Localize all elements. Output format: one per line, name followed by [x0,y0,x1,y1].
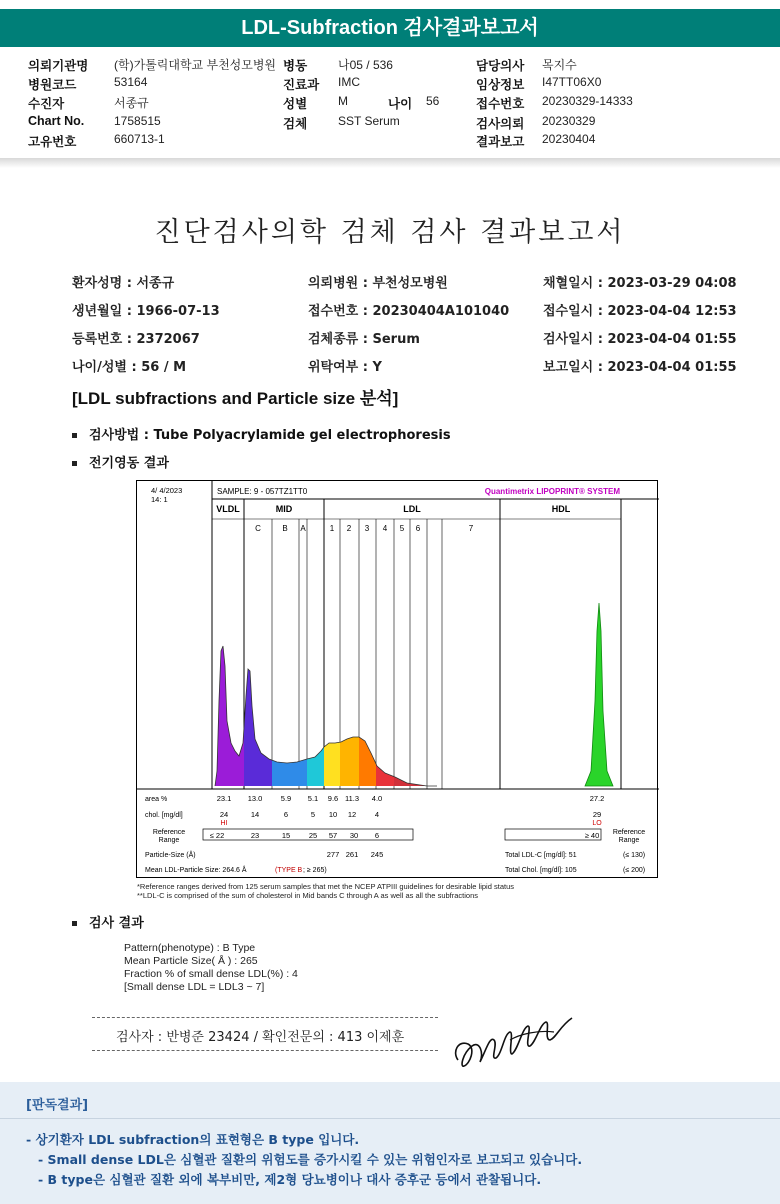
info-label: 접수번호 [476,97,525,111]
chol-value: 4 [374,810,380,819]
patient-name: 환자성명 : 서종규 [72,276,175,291]
judgement-line: - B type은 심혈관 질환 외에 복부비만, 제2형 당뇨병이나 대사 증후군 등에서 관찰됩니다. [38,1172,542,1187]
info-value: I47TT06X0 [542,75,602,89]
info-row [28,132,768,150]
info-label: 결과보고 [476,135,525,149]
info-label: 담당의사 [476,59,525,73]
total-ldl: Total LDL-C [mg/dl]: 51 [505,852,577,859]
band-label: B [282,524,288,533]
bullet-icon [72,921,77,926]
area-value: 5.1 [307,794,319,803]
result-title: 검사 결과 [89,916,144,931]
area-value: 4.0 [371,794,383,803]
banner-title: LDL-Subfraction 검사결과보고서 [0,9,780,47]
patient-reg: 등록번호 : 2372067 [72,332,200,347]
mean-type: (TYPE B [275,867,303,874]
chart-svg [137,481,659,879]
chart-brand: Quantimetrix LIPOPRINT® SYSTEM [484,487,620,496]
mean-label: Mean LDL-Particle Size: 264.6 Å [145,867,247,874]
total-chol: Total Chol. [mg/dl]: 105 [505,867,577,874]
info-row [28,114,768,132]
header-banner [0,0,780,54]
trace-segment [359,737,376,786]
info-label: 진료과 [283,78,320,92]
signature-mark [450,1010,580,1072]
judgement-panel [0,1082,780,1204]
chol-value: 12 [347,810,357,819]
info-label: Chart No. [28,114,85,128]
info-value: M [338,94,348,108]
band-label: 7 [468,524,474,533]
band-label: A [300,524,306,533]
total-ldl-ref: (≤ 130) [623,852,646,859]
result-lines [124,942,298,994]
info-label: 나이 [388,97,413,111]
trace-segment [340,737,359,786]
info-value: IMC [338,75,360,89]
info-value: 56 [426,94,440,108]
band-label: 4 [382,524,388,533]
patient-birth: 생년월일 : 1966-07-13 [72,304,220,319]
trace-segment [324,742,340,786]
info-value: SST Serum [338,114,400,128]
mean-ref: ; ≥ 265) [303,867,327,874]
area-value: 13.0 [247,794,263,803]
band-label: C [255,524,261,533]
ref-label: Range [618,837,640,844]
ref-value: 23 [250,831,260,840]
chol-value: 14 [250,810,260,819]
method-text: 검사방법 : Tube Polyacrylamide gel electrophoresis [89,428,451,443]
area-value: 23.1 [216,794,232,803]
judgement-title: [판독결과] [26,1098,89,1113]
chol-value: 10 [328,810,338,819]
band-dividers [212,499,621,789]
band-label: 1 [329,524,335,533]
group-label: HDL [551,504,571,514]
group-label: VLDL [216,504,240,514]
ref-value: 15 [281,831,291,840]
info-value: 20230329-14333 [542,94,633,108]
info-row [28,56,768,74]
info-value: 660713-1 [114,132,165,146]
info-label: 검체 [283,117,308,131]
area-value: 11.3 [344,794,360,803]
method-bullet [72,424,451,443]
chol-value: 24 [219,810,229,819]
total-chol-ref: (≤ 200) [623,867,646,874]
chart-date: 4/ 4/2023 [151,486,183,495]
ref-label: Reference [152,829,186,836]
info-value: 20230329 [542,114,596,128]
result-line: Mean Particle Size( Å ) : 265 [124,955,258,967]
report-time: 보고일시 : 2023-04-04 01:55 [543,360,737,375]
report-title: 진단검사의학 검체 검사 결과보고서 [154,217,626,248]
ref-label: Reference [612,829,646,836]
sign-rule-bottom [92,1050,438,1051]
info-value: (학)가톨릭대학교 부천성모병원 [114,58,277,72]
group-label: MID [275,504,293,514]
trace-segment [244,669,272,786]
result-line: Pattern(phenotype) : B Type [124,942,256,954]
sign-rule-top [92,1017,438,1018]
chart-notes [137,882,514,900]
result-line: [Small dense LDL = LDL3 ~ 7] [124,981,265,993]
chol-value: 29 [592,810,602,819]
info-value: 서종규 [114,96,149,110]
chol-label: chol. [mg/dl] [145,812,183,819]
info-label: 검사의뢰 [476,117,525,131]
electro-bullet [72,452,169,471]
trace-segment [307,747,324,786]
result-line: Fraction % of small dense LDL(%) : 4 [124,968,298,980]
info-label: 고유번호 [28,135,77,149]
patient-accession: 접수번호 : 20230404A101040 [308,304,510,319]
electro-title: 전기영동 결과 [89,456,169,471]
ref-value: ≤ 22 [209,831,225,840]
band-labels [255,524,474,533]
info-label: 의뢰기관명 [28,59,89,73]
info-value: 나05 / 536 [338,58,393,72]
receive-time: 접수일시 : 2023-04-04 12:53 [543,304,737,319]
area-value: 5.9 [280,794,292,803]
ref-value: 25 [308,831,318,840]
info-label: 성별 [283,97,308,111]
info-label: 병동 [283,59,308,73]
info-value: 목지수 [542,58,577,72]
divider [0,158,780,168]
patient-hospital: 의뢰병원 : 부천성모병원 [308,276,448,291]
judgement-line: - Small dense LDL은 심혈관 질환의 위험도를 증가시킬 수 있는 위험인자로 보고되고 있습니다. [38,1152,583,1167]
hdl-flag: LO [592,820,602,827]
fraction-table [145,794,645,874]
ref-value: 6 [374,831,380,840]
info-label: 병원코드 [28,78,77,92]
test-time: 검사일시 : 2023-04-04 01:55 [543,332,737,347]
group-labels [216,504,570,514]
patient-specimen: 검체종류 : Serum [308,332,420,347]
note-line: **LDL-C is comprised of the sum of cholesterol in Mid bands C through A as well as all the subfractions [137,891,479,900]
area-value: 9.6 [327,794,339,803]
ref-label: Range [158,837,180,844]
band-label: 2 [346,524,352,533]
patient-age-sex: 나이/성별 : 56 / M [72,360,187,375]
area-label: area % [145,796,168,803]
info-value: 20230404 [542,132,596,146]
section-title: [LDL subfractions and Particle size 분석] [72,389,399,408]
hdl-peak [585,603,613,786]
info-label: 수진자 [28,97,65,111]
info-row [28,94,768,112]
area-value: 27.2 [589,794,605,803]
ref-value: ≥ 40 [584,831,600,840]
info-row [28,75,768,93]
info-label: 임상정보 [476,78,525,92]
particle-value: 261 [345,850,359,859]
signature-text: 검사자 : 반병준 23424 / 확인전문의 : 413 이제훈 [116,1030,405,1045]
patient-consign: 위탁여부 : Y [308,360,382,375]
particle-label: Particle-Size (Å) [145,852,196,859]
info-value: 1758515 [114,114,161,128]
result-bullet [72,912,144,931]
particle-value: 245 [370,850,384,859]
bullet-icon [72,433,77,438]
judgement-line: - 상기환자 LDL subfraction의 표현형은 B type 입니다. [26,1132,360,1147]
band-label: 3 [364,524,370,533]
group-label: LDL [403,504,421,514]
chart-time: 14: 1 [151,495,168,504]
bullet-icon [72,461,77,466]
lipoprint-chart [136,480,658,878]
band-label: 6 [415,524,421,533]
judgement-divider [0,1118,780,1119]
collect-time: 채혈일시 : 2023-03-29 04:08 [543,276,737,291]
chol-value: 6 [283,810,289,819]
note-line: *Reference ranges derived from 125 serum samples that met the NCEP ATPIII guidelines for desirable lipid status [137,882,514,891]
ref-value: 30 [349,831,359,840]
particle-value: 277 [326,850,340,859]
chol-value: 5 [310,810,316,819]
chart-sample: SAMPLE: 9 - 057TZ1TT0 [217,487,308,496]
vldl-flag: HI [220,820,228,827]
info-value: 53164 [114,75,148,89]
ref-value: 57 [328,831,338,840]
band-label: 5 [399,524,405,533]
